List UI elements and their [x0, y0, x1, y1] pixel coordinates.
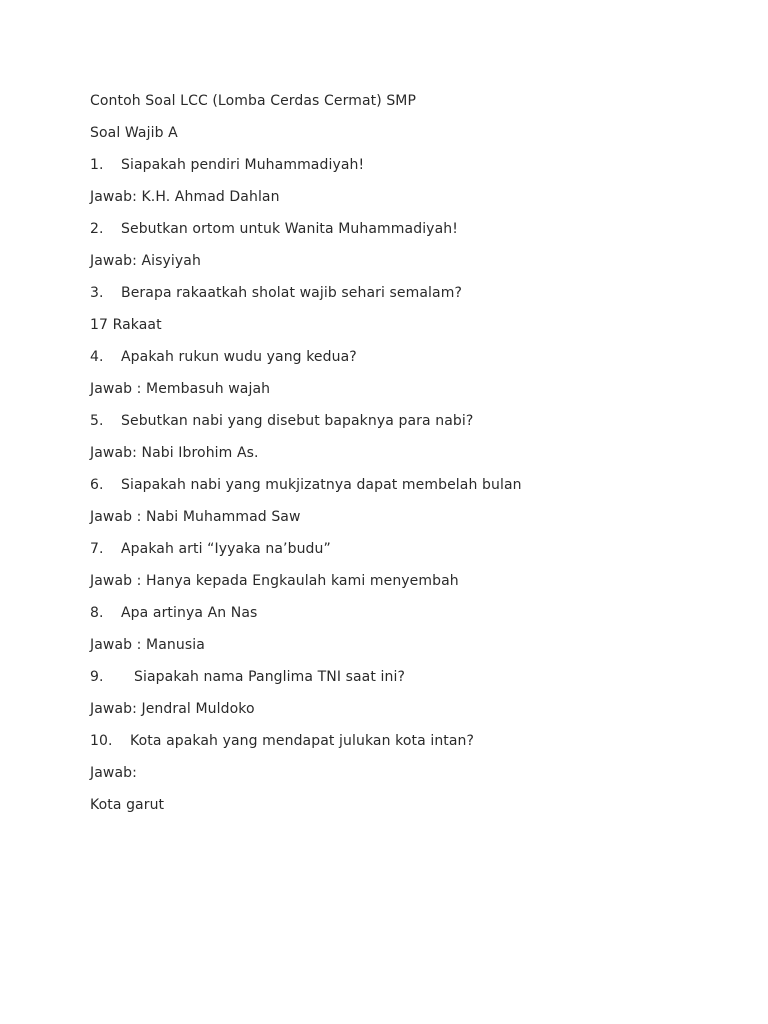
question-2	[90, 220, 458, 238]
question-text: Apakah arti “Iyyaka na’budu”	[121, 541, 331, 557]
question-8	[90, 604, 257, 622]
answer-10: Jawab:	[90, 765, 137, 781]
question-number: 2.	[90, 221, 104, 237]
answer-5: Jawab: Nabi Ibrohim As.	[90, 445, 259, 461]
question-text: Siapakah nama Panglima TNI saat ini?	[134, 669, 405, 685]
question-text: Berapa rakaatkah sholat wajib sehari semalam?	[121, 285, 462, 301]
question-number: 8.	[90, 605, 104, 621]
question-number: 4.	[90, 349, 104, 365]
answer-7: Jawab : Hanya kepada Engkaulah kami menyembah	[90, 573, 459, 589]
question-number: 9.	[90, 669, 104, 685]
question-7	[90, 540, 331, 558]
question-4	[90, 348, 357, 366]
question-number: 3.	[90, 285, 104, 301]
question-number: 10.	[90, 733, 113, 749]
document-title: Contoh Soal LCC (Lomba Cerdas Cermat) SMP	[90, 93, 417, 109]
question-1	[90, 156, 364, 174]
answer-8: Jawab : Manusia	[90, 637, 205, 653]
question-number: 7.	[90, 541, 104, 557]
answer-4: Jawab : Membasuh wajah	[90, 381, 271, 397]
question-text: Kota apakah yang mendapat julukan kota intan?	[130, 733, 475, 749]
answer-6: Jawab : Nabi Muhammad Saw	[90, 509, 301, 525]
question-text: Apa artinya An Nas	[121, 605, 258, 621]
question-text: Sebutkan ortom untuk Wanita Muhammadiyah!	[121, 221, 458, 237]
question-text: Sebutkan nabi yang disebut bapaknya para nabi?	[121, 413, 474, 429]
answer-1: Jawab: K.H. Ahmad Dahlan	[90, 189, 280, 205]
question-3	[90, 284, 462, 302]
question-number: 1.	[90, 157, 104, 173]
question-number: 5.	[90, 413, 104, 429]
question-10	[90, 732, 474, 750]
answer-2: Jawab: Aisyiyah	[90, 253, 201, 269]
question-text: Siapakah pendiri Muhammadiyah!	[121, 157, 365, 173]
answer-10-detail: Kota garut	[90, 797, 165, 813]
answer-3: 17 Rakaat	[90, 317, 162, 333]
section-heading: Soal Wajib A	[90, 125, 178, 141]
question-5	[90, 412, 473, 430]
question-text: Apakah rukun wudu yang kedua?	[121, 349, 357, 365]
answer-9: Jawab: Jendral Muldoko	[90, 701, 255, 717]
question-number: 6.	[90, 477, 104, 493]
question-text: Siapakah nabi yang mukjizatnya dapat membelah bulan	[121, 477, 522, 493]
question-9	[90, 668, 405, 686]
question-6	[90, 476, 522, 494]
